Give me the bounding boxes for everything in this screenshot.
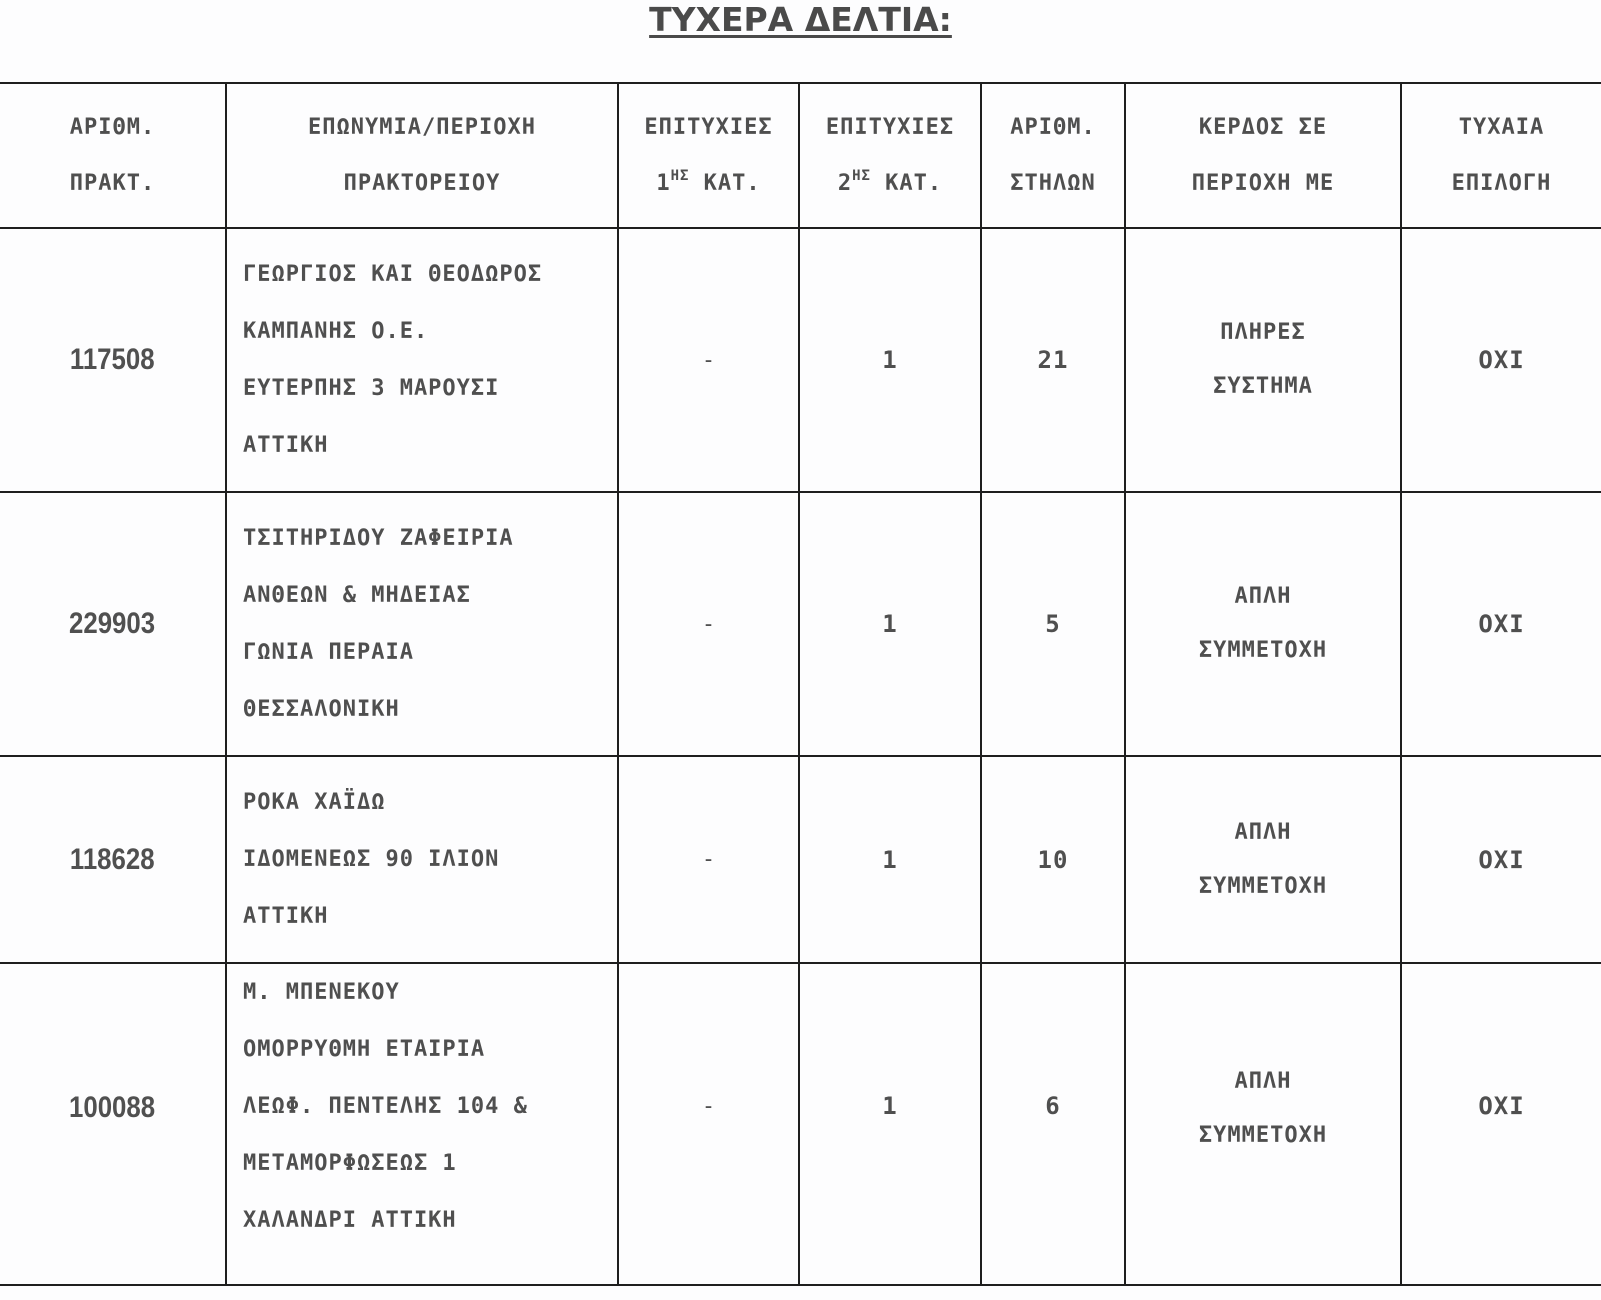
- first-category-cell: -: [618, 228, 799, 492]
- agency-name-cell: ΓΕΩΡΓΙΟΣ ΚΑΙ ΘΕΟΔΩΡΟΣ ΚΑΜΠΑΝΗΣ Ο.Ε. ΕΥΤΕΡΠΗΣ 3 ΜΑΡΟΥΣΙ ΑΤΤΙΚΗ: [226, 228, 618, 492]
- agency-number-cell: 117508: [0, 228, 226, 492]
- second-category-cell: 1: [799, 492, 981, 756]
- header-first-category: ΕΠΙΤΥΧΙΕΣ $1^{H\Sigma}$ ΚΑΤ.: [618, 83, 799, 228]
- first-category-cell: -: [618, 756, 799, 963]
- agency-number-cell: 118628: [0, 756, 226, 963]
- win-type-cell: ΑΠΛΗ ΣΥΜΜΕΤΟΧΗ: [1125, 963, 1401, 1285]
- columns-count-cell: 5: [981, 492, 1125, 756]
- second-category-cell: 1: [799, 756, 981, 963]
- random-choice-cell: ΟΧΙ: [1401, 963, 1601, 1285]
- agency-name-cell: ΡΟΚΑ ΧΑΪΔΩ ΙΔΟΜΕΝΕΩΣ 90 ΙΛΙΟΝ ΑΤΤΙΚΗ: [226, 756, 618, 963]
- random-choice-cell: ΟΧΙ: [1401, 228, 1601, 492]
- random-choice-cell: ΟΧΙ: [1401, 756, 1601, 963]
- page-title-text: ΤΥΧΕΡΑ ΔΕΛΤΙΑ:: [649, 0, 952, 39]
- first-category-cell: -: [618, 963, 799, 1285]
- header-win-type: ΚΕΡΔΟΣ ΣΕ ΠΕΡΙΟΧΗ ΜΕ: [1125, 83, 1401, 228]
- header-columns-count: ΑΡΙΘΜ. ΣΤΗΛΩΝ: [981, 83, 1125, 228]
- page-title: [0, 0, 1601, 40]
- agency-number-cell: 229903: [0, 492, 226, 756]
- first-category-cell: -: [618, 492, 799, 756]
- agency-number-cell: 100088: [0, 963, 226, 1285]
- header-random-choice: ΤΥΧΑΙΑ ΕΠΙΛΟΓΗ: [1401, 83, 1601, 228]
- random-choice-cell: ΟΧΙ: [1401, 492, 1601, 756]
- header-agency-name: ΕΠΩΝΥΜΙΑ/ΠΕΡΙΟΧΗ ΠΡΑΚΤΟΡΕΙΟΥ: [226, 83, 618, 228]
- win-type-cell: ΑΠΛΗ ΣΥΜΜΕΤΟΧΗ: [1125, 756, 1401, 963]
- columns-count-cell: 21: [981, 228, 1125, 492]
- win-type-cell: ΠΛΗΡΕΣ ΣΥΣΤΗΜΑ: [1125, 228, 1401, 492]
- header-agency-number: ΑΡΙΘΜ. ΠΡΑΚΤ.: [0, 83, 226, 228]
- second-category-cell: 1: [799, 228, 981, 492]
- table-row: [0, 963, 1601, 1285]
- columns-count-cell: 6: [981, 963, 1125, 1285]
- header-second-category: ΕΠΙΤΥΧΙΕΣ $2^{H\Sigma}$ ΚΑΤ.: [799, 83, 981, 228]
- win-type-cell: ΑΠΛΗ ΣΥΜΜΕΤΟΧΗ: [1125, 492, 1401, 756]
- agency-name-cell: Μ. ΜΠΕΝΕΚΟΥ ΟΜΟΡΡΥΘΜΗ ΕΤΑΙΡΙΑ ΛΕΩΦ. ΠΕΝΤΕΛΗΣ 104 & ΜΕΤΑΜΟΡΦΩΣΕΩΣ 1 ΧΑΛΑΝΔΡΙ ΑΤΤΙΚΗ: [226, 963, 618, 1285]
- second-category-cell: 1: [799, 963, 981, 1285]
- columns-count-cell: 10: [981, 756, 1125, 963]
- agency-name-cell: ΤΣΙΤΗΡΙΔΟΥ ΖΑΦΕΙΡΙΑ ΑΝΘΕΩΝ & ΜΗΔΕΙΑΣ ΓΩΝΙΑ ΠΕΡΑΙΑ ΘΕΣΣΑΛΟΝΙΚΗ: [226, 492, 618, 756]
- winning-tickets-table: [0, 82, 1601, 1286]
- table-row: [0, 492, 1601, 756]
- table-header-row: [0, 83, 1601, 228]
- table-row: [0, 228, 1601, 492]
- table-row: [0, 756, 1601, 963]
